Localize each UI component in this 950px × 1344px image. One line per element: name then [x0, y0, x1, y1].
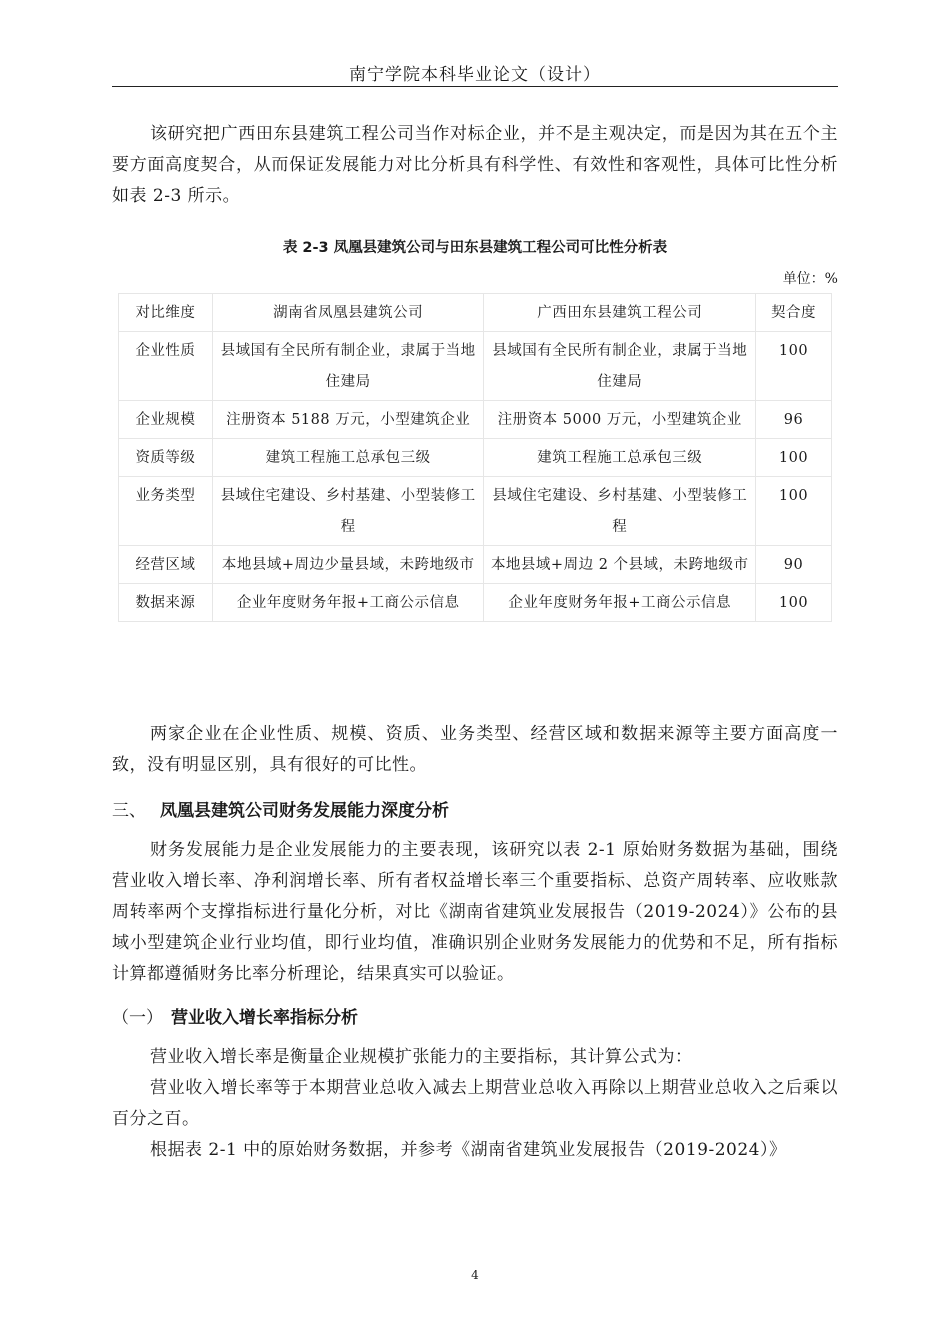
table-cell-tiandong: 建筑工程施工总承包三级: [484, 439, 756, 477]
section-number: 三、: [112, 801, 146, 821]
table-header-cell: 对比维度: [119, 294, 213, 332]
table-cell-tiandong: 县域国有全民所有制企业，隶属于当地住建局: [484, 332, 756, 401]
running-header: 南宁学院本科毕业论文（设计）: [349, 65, 601, 85]
table-cell-fenghuang: 县域国有全民所有制企业，隶属于当地住建局: [212, 332, 484, 401]
table-cell-dimension: 业务类型: [119, 477, 213, 546]
table-header-cell: 契合度: [756, 294, 832, 332]
page-number: 4: [471, 1268, 479, 1282]
table-cell-fit: 90: [756, 546, 832, 584]
paragraph-financial-analysis: 财务发展能力是企业发展能力的主要表现，该研究以表 2-1 原始财务数据为基础，围绕营业收入增长率、净利润增长率、所有者权益增长率三个重要指标、总资产周转率、应收账款周转率两个支撑指标进行量化分析，对比《湖南省建筑业发展报告（2019-2024）》公布的县域小型建筑企业行业均值，即行业均值，准确识别企业财务发展能力的优势和不足，所有指标计算都遵循财务比率分析理论，结果真实可以验证。: [112, 840, 838, 984]
table-cell-tiandong: 县域住宅建设、乡村基建、小型装修工程: [484, 477, 756, 546]
table-cell-dimension: 企业性质: [119, 332, 213, 401]
section-title: 凤凰县建筑公司财务发展能力深度分析: [160, 801, 449, 821]
paragraph-indicator-intro: 营业收入增长率是衡量企业规模扩张能力的主要指标，其计算公式为：: [150, 1047, 693, 1067]
table-cell-fenghuang: 本地县域+周边少量县域，未跨地级市: [212, 546, 484, 584]
table-cell-tiandong: 注册资本 5000 万元，小型建筑企业: [484, 401, 756, 439]
table-cell-tiandong: 本地县域+周边 2 个县域，未跨地级市: [484, 546, 756, 584]
header-rule: [112, 86, 838, 87]
table-cell-fenghuang: 企业年度财务年报+工商公示信息: [212, 584, 484, 622]
table-row: [119, 401, 832, 439]
table-cell-dimension: 企业规模: [119, 401, 213, 439]
table-row: [119, 477, 832, 546]
paragraph-data-reference: 根据表 2-1 中的原始财务数据，并参考《湖南省建筑业发展报告（2019-2024）》: [150, 1140, 787, 1160]
table-row: [119, 439, 832, 477]
table-cell-fenghuang: 建筑工程施工总承包三级: [212, 439, 484, 477]
table-cell-fit: 96: [756, 401, 832, 439]
table-header-cell: 湖南省凤凰县建筑公司: [212, 294, 484, 332]
table-cell-fenghuang: 注册资本 5188 万元，小型建筑企业: [212, 401, 484, 439]
subsection-heading: [112, 1003, 358, 1028]
table-header-cell: 广西田东县建筑工程公司: [484, 294, 756, 332]
section-heading: [112, 796, 449, 821]
table-cell-dimension: 经营区域: [119, 546, 213, 584]
table-cell-tiandong: 企业年度财务年报+工商公示信息: [484, 584, 756, 622]
table-cell-fit: 100: [756, 584, 832, 622]
table-caption: 表 2-3 凤凰县建筑公司与田东县建筑工程公司可比性分析表: [282, 240, 668, 256]
table-row: [119, 546, 832, 584]
table-unit: 单位：%: [782, 271, 838, 287]
table-row: [119, 332, 832, 401]
paragraph-formula: 营业收入增长率等于本期营业总收入减去上期营业总收入再除以上期营业总收入之后乘以百分之百。: [112, 1078, 838, 1129]
table-cell-dimension: 资质等级: [119, 439, 213, 477]
subsection-title: 营业收入增长率指标分析: [171, 1008, 358, 1028]
subsection-number: （一）: [112, 1008, 163, 1028]
table-cell-fit: 100: [756, 477, 832, 546]
table-cell-dimension: 数据来源: [119, 584, 213, 622]
paragraph-intro: 该研究把广西田东县建筑工程公司当作对标企业，并不是主观决定，而是因为其在五个主要方面高度契合，从而保证发展能力对比分析具有科学性、有效性和客观性，具体可比性分析如表 2-3 所示。: [112, 124, 838, 206]
table-cell-fit: 100: [756, 332, 832, 401]
table-cell-fenghuang: 县域住宅建设、乡村基建、小型装修工程: [212, 477, 484, 546]
paragraph-comparability-conclusion: 两家企业在企业性质、规模、资质、业务类型、经营区域和数据来源等主要方面高度一致，没有明显区别，具有很好的可比性。: [112, 724, 838, 775]
table-row: [119, 584, 832, 622]
table-cell-fit: 100: [756, 439, 832, 477]
table-header-row: [119, 294, 832, 332]
comparability-table: [118, 293, 832, 622]
